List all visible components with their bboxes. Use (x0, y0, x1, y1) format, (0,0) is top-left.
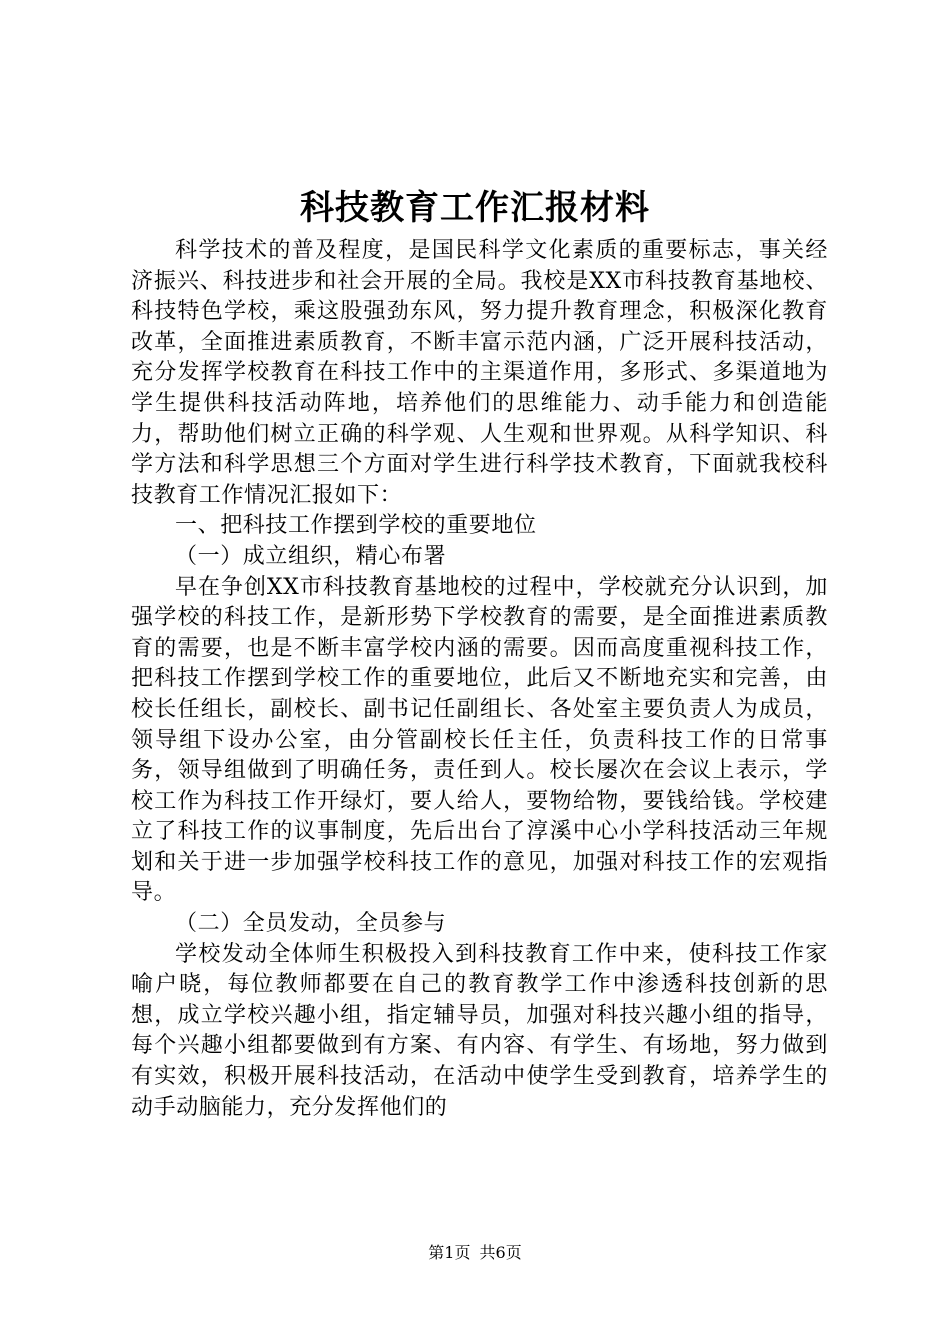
page-footer (0, 1242, 950, 1264)
paragraph-organization: 早在争创XX市科技教育基地校的过程中，学校就充分认识到，加强学校的科技工作，是新形势下学校教育的需要，是全面推进素质教育的需要，也是不断丰富学校内涵的需要。因而高度重视科技工作，把科技工作摆到学校工作的重要地位，此后又不断地充实和完善，由校长任组长，副校长、副书记任副组长、各处室主要负责人为成员，领导组下设办公室，由分管副校长任主任，负责科技工作的日常事务，领导组做到了明确任务，责任到人。校长屡次在会议上表示，学校工作为科技工作开绿灯，要人给人，要物给物，要钱给钱。学校建立了科技工作的议事制度，先后出台了淳溪中心小学科技活动三年规划和关于进一步加强学校科技工作的意见，加强对科技工作的宏观指导。 (131, 574, 828, 906)
document-body (131, 236, 828, 1123)
page-total: 共6页 (479, 1243, 522, 1262)
section-heading-1: 一、把科技工作摆到学校的重要地位 (175, 513, 537, 539)
paragraph-participation: 学校发动全体师生积极投入到科技教育工作中来，使科技工作家喻户晓，每位教师都要在自己的教育教学工作中渗透科技创新的思想，成立学校兴趣小组，指定辅导员，加强对科技兴趣小组的指导，每个兴趣小组都要做到有方案、有内容、有学生、有场地，努力做到有实效，积极开展科技活动，在活动中使学生受到教育，培养学生的动手动脑能力，充分发挥他们的 (131, 941, 828, 1120)
subsection-heading-1: （一）成立组织，精心布署 (175, 543, 447, 569)
subsection-heading-2: （二）全员发动，全员参与 (175, 911, 447, 937)
document-title: 科技教育工作汇报材料 (300, 188, 650, 228)
paragraph-intro: 科学技术的普及程度，是国民科学文化素质的重要标志，事关经济振兴、科技进步和社会开展的全局。我校是XX市科技教育基地校、科技特色学校，乘这股强劲东风，努力提升教育理念，积极深化教育改革，全面推进素质教育，不断丰富示范内涵，广泛开展科技活动，充分发挥学校教育在科技工作中的主渠道作用，多形式、多渠道地为学生提供科技活动阵地，培养他们的思维能力、动手能力和创造能力，帮助他们树立正确的科学观、人生观和世界观。从科学知识、科学方法和科学思想三个方面对学生进行科学技术教育，下面就我校科技教育工作情况汇报如下： (131, 238, 828, 508)
page-number: 第1页 (428, 1243, 471, 1262)
